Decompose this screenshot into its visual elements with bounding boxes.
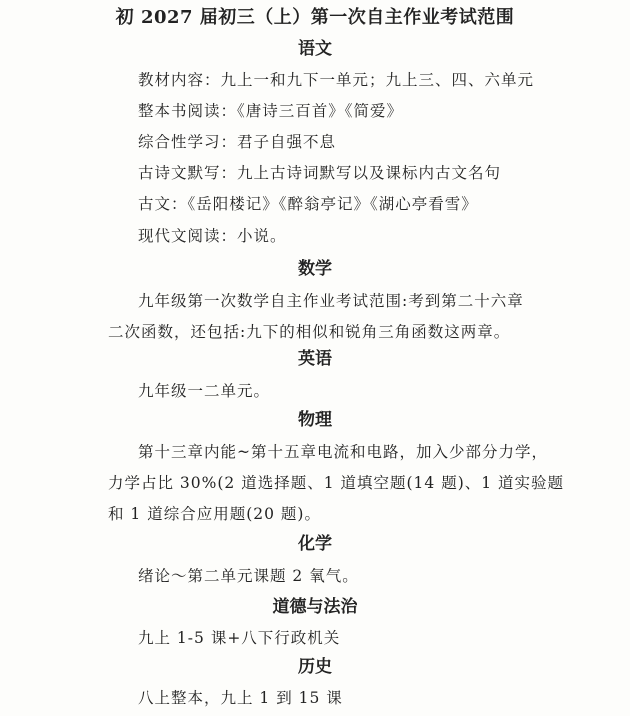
math-line-1: 九年级第一次数学自主作业考试范围:考到第二十六章 (138, 292, 524, 310)
chemistry-line-1: 绪论～第二单元课题 2 氧气。 (138, 567, 359, 585)
physics-line-1: 第十三章内能~第十五章电流和电路，加入少部分力学， (138, 443, 548, 461)
section-heading-chemistry: 化学 (298, 534, 332, 554)
section-heading-physics: 物理 (298, 410, 332, 430)
chinese-line-textbook: 教材内容：九上一和九下一单元；九上三、四、六单元 (138, 71, 535, 89)
chinese-line-comprehensive: 综合性学习：君子自强不息 (138, 133, 337, 151)
section-heading-math: 数学 (298, 259, 332, 279)
chinese-line-poetry-dictation: 古诗文默写：九上古诗词默写以及课标内古文名句 (138, 164, 502, 182)
document-title: 初 2027 届初三（上）第一次自主作业考试范围 (115, 7, 515, 28)
section-heading-history: 历史 (298, 657, 332, 677)
chinese-line-modern-reading: 现代文阅读：小说。 (138, 227, 287, 245)
section-heading-morality: 道德与法治 (272, 597, 358, 617)
section-heading-english: 英语 (298, 349, 332, 369)
english-line-1: 九年级一二单元。 (138, 382, 271, 400)
chinese-line-classical: 古文：《岳阳楼记》《醉翁亭记》《湖心亭看雪》 (138, 195, 478, 213)
physics-line-3: 和 1 道综合应用题(20 题)。 (108, 505, 321, 523)
morality-line-1: 九上 1-5 课+八下行政机关 (138, 629, 341, 647)
physics-line-2: 力学占比 30%(2 道选择题、1 道填空题(14 题)、1 道实验题 (108, 474, 565, 492)
section-heading-chinese: 语文 (298, 39, 332, 59)
history-line-1: 八上整本，九上 1 到 15 课 (138, 689, 343, 707)
math-line-2: 二次函数，还包括:九下的相似和锐角三角函数这两章。 (108, 323, 511, 341)
chinese-line-book-reading: 整本书阅读：《唐诗三百首》《简爱》 (138, 102, 404, 120)
